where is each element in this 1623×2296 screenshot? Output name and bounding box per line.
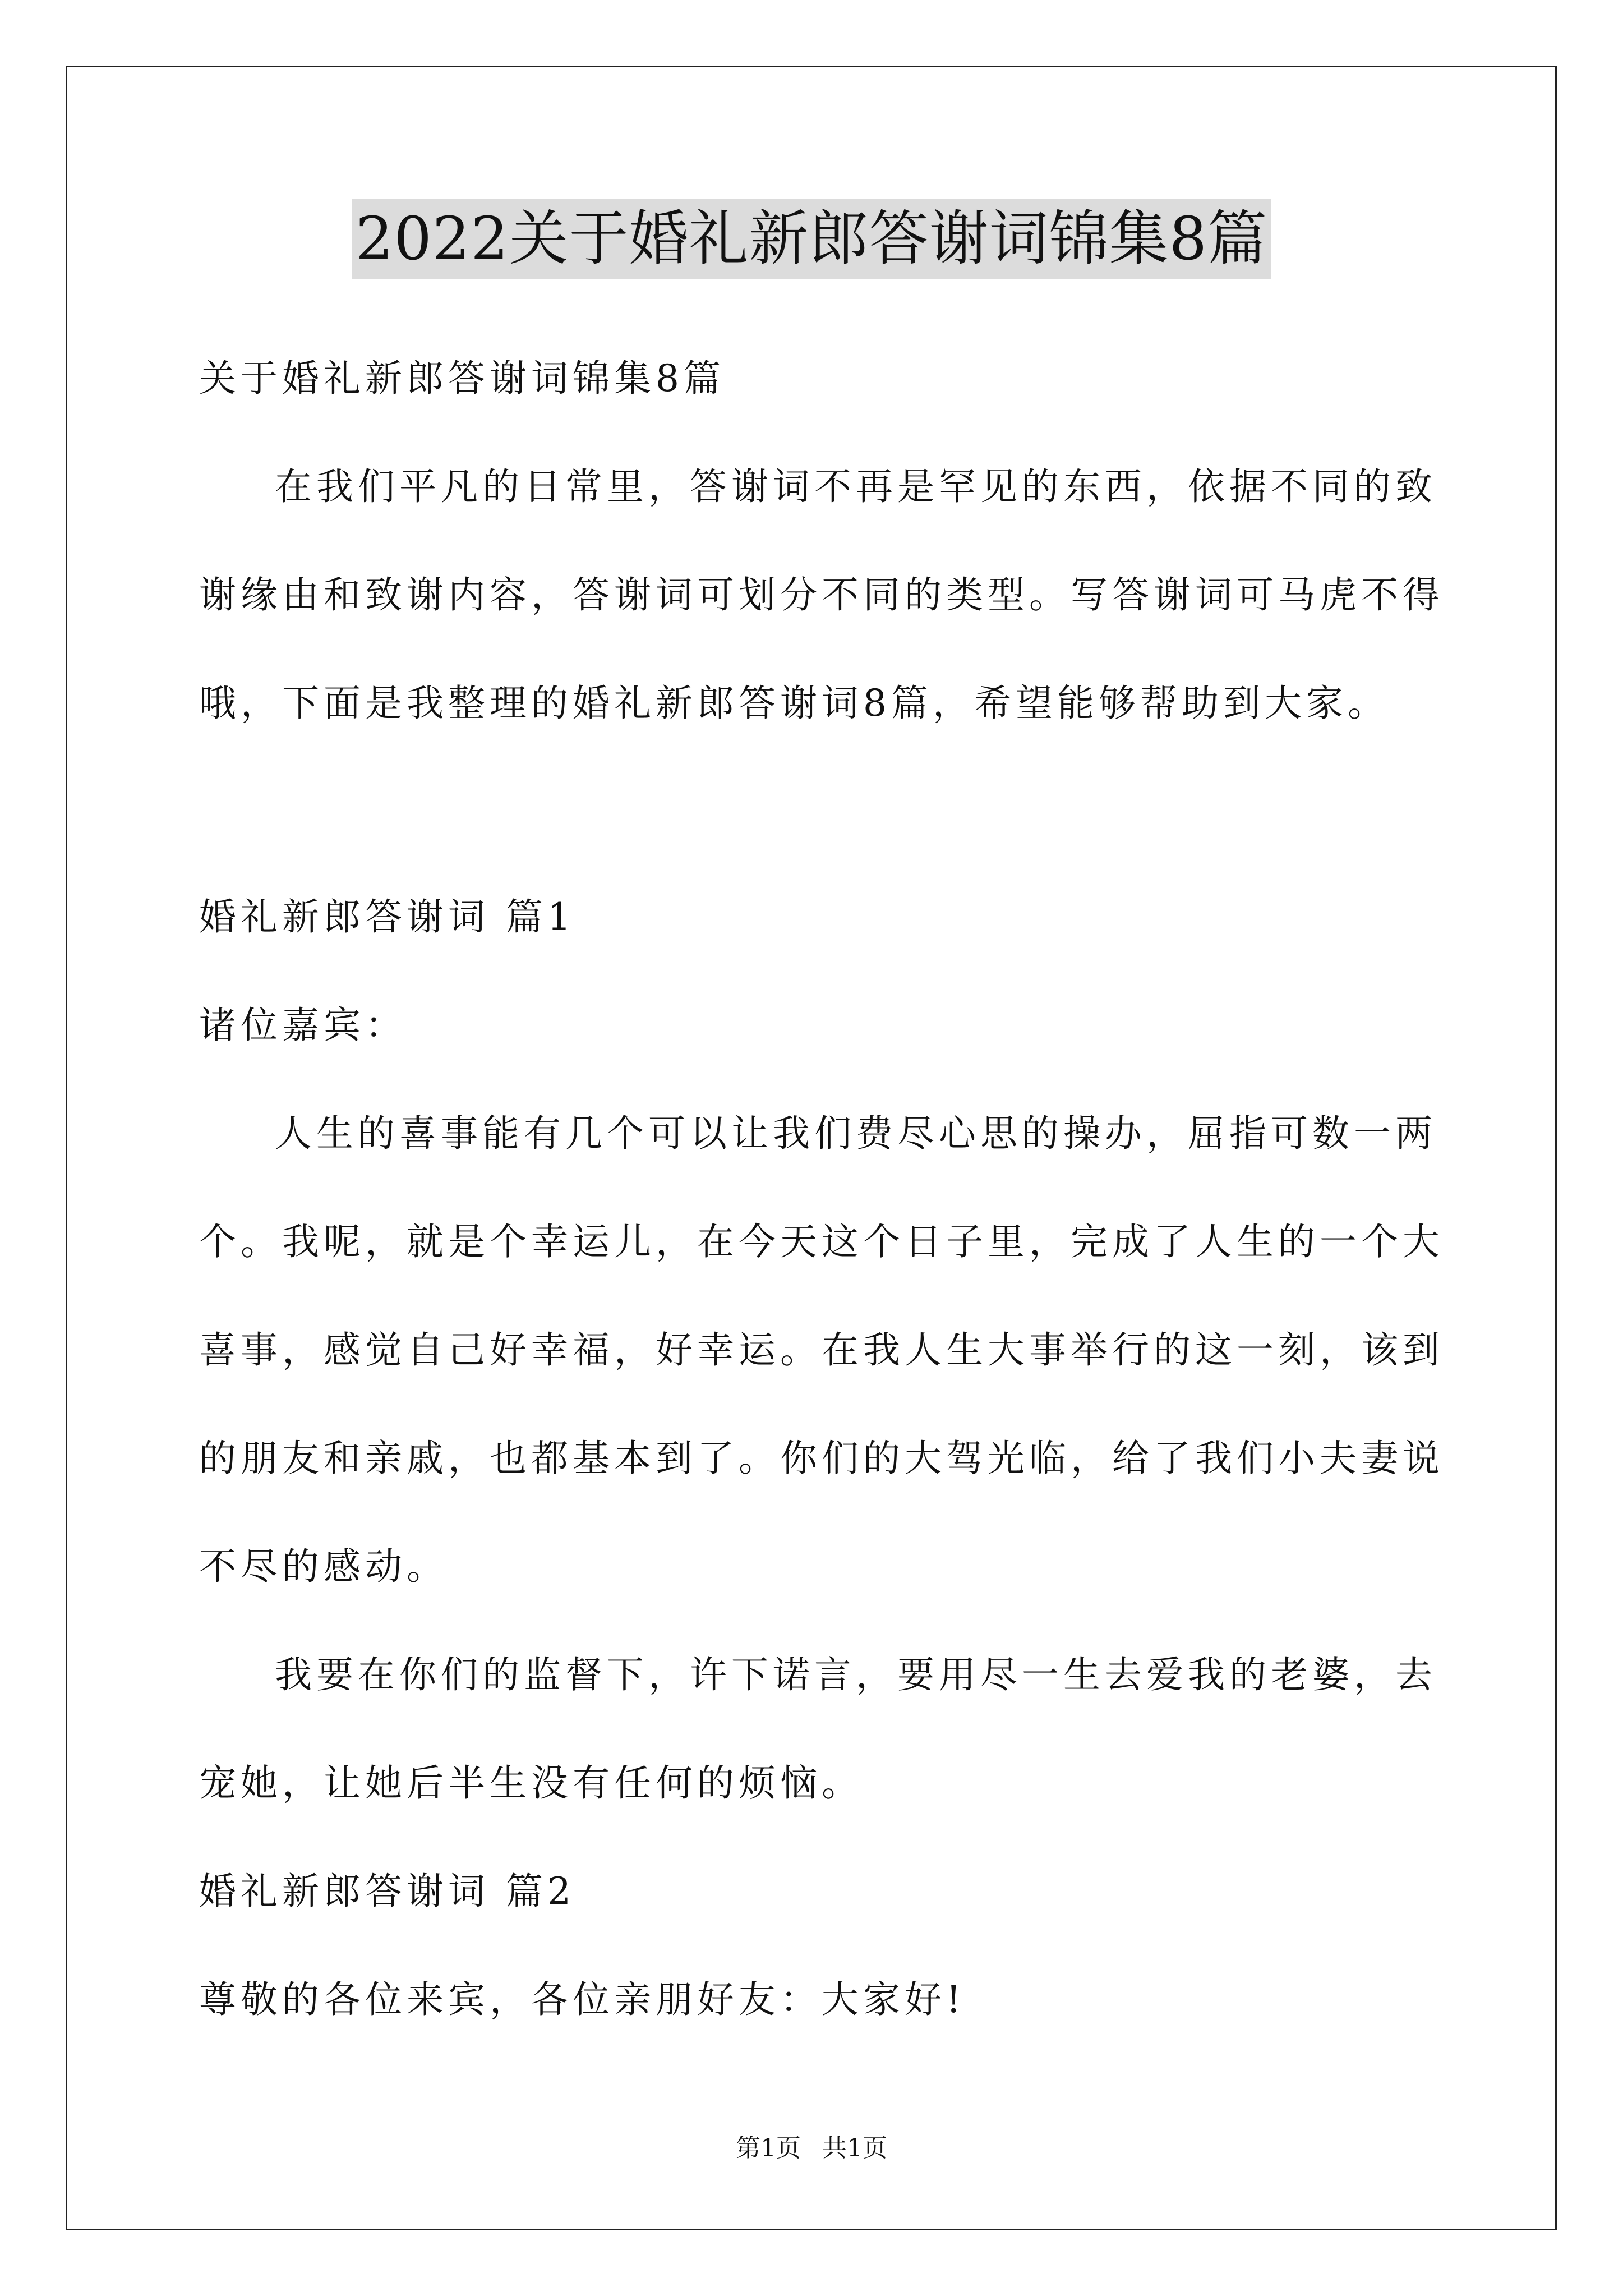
intro-line-1: 在我们平凡的日常里，答谢词不再是罕见的东西，依据不同的致 [275, 465, 1437, 508]
section-1-para1-line-4: 的朋友和亲戚，也都基本到了。你们的大驾光临，给了我们小夫妻说 [199, 1437, 1444, 1480]
section-2-heading: 婚礼新郎答谢词 篇2 [199, 1870, 575, 1913]
section-1-heading: 婚礼新郎答谢词 篇1 [199, 895, 575, 938]
document-title: 2022关于婚礼新郎答谢词锦集8篇 [352, 199, 1271, 279]
section-1-para2-line-2: 宠她，让她后半生没有任何的烦恼。 [199, 1761, 863, 1805]
page-footer [0, 2132, 1623, 2165]
page-total: 共1页 [822, 2134, 887, 2162]
intro-line-2: 谢缘由和致谢内容，答谢词可划分不同的类型。写答谢词可马虎不得 [199, 573, 1444, 616]
section-1-para2-line-1: 我要在你们的监督下，许下诺言，要用尽一生去爱我的老婆，去 [275, 1653, 1437, 1696]
title-container [0, 199, 1623, 279]
intro-line-3: 哦，下面是我整理的婚礼新郎答谢词8篇，希望能够帮助到大家。 [199, 682, 1389, 725]
section-1-para1-line-2: 个。我呢，就是个幸运儿，在今天这个日子里，完成了人生的一个大 [199, 1220, 1444, 1263]
section-1-para1-line-1: 人生的喜事能有几个可以让我们费尽心思的操办，屈指可数一两 [275, 1112, 1437, 1155]
section-1-salutation: 诸位嘉宾： [199, 1004, 407, 1047]
section-2-salutation: 尊敬的各位来宾，各位亲朋好友：大家好! [199, 1978, 966, 2021]
document-subtitle: 关于婚礼新郎答谢词锦集8篇 [199, 357, 725, 400]
section-1-para1-line-5: 不尽的感动。 [199, 1545, 448, 1588]
section-1-para1-line-3: 喜事，感觉自己好幸福，好幸运。在我人生大事举行的这一刻，该到 [199, 1328, 1444, 1372]
page-number: 第1页 [736, 2134, 801, 2162]
